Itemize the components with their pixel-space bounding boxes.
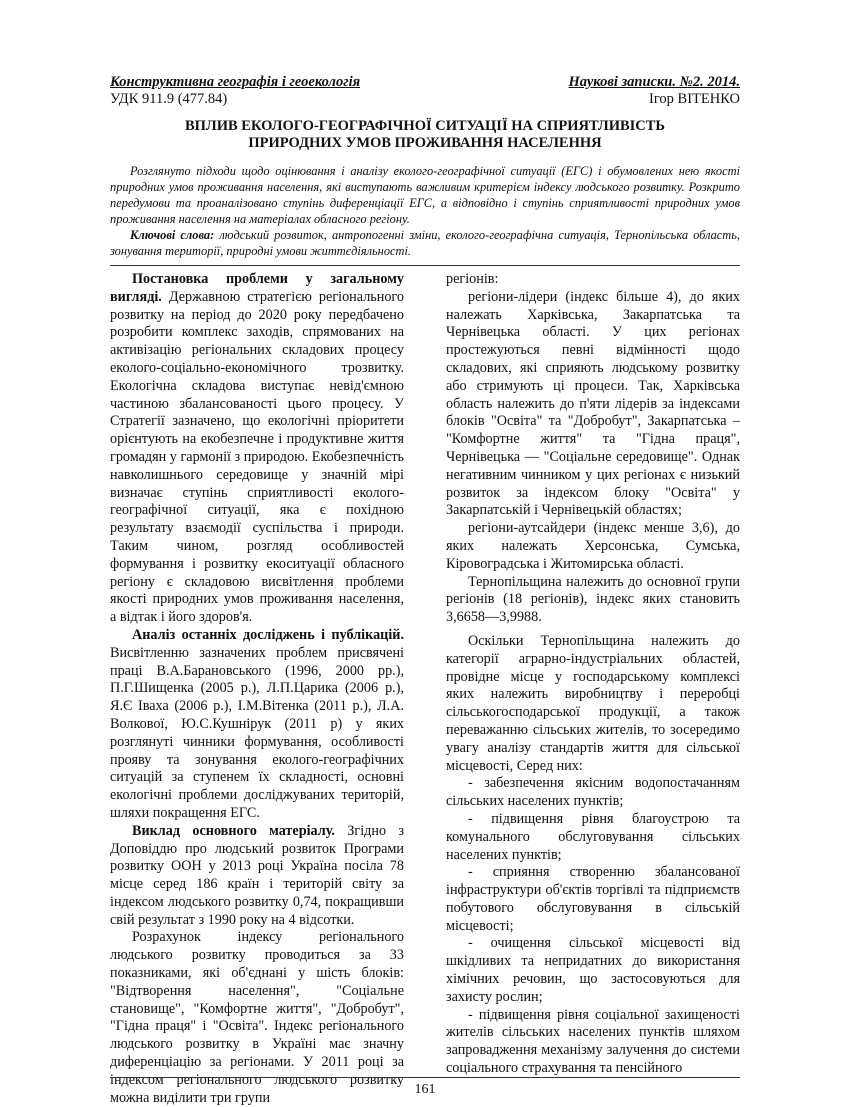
paragraph-main: [110, 823, 404, 930]
text-problem: Державною стратегією регіонального розвитку на період до 2020 року передбачено розробити комплекс заходів, спрямованих на активізацію регіональних складових процесу еколого-соціально-економічного трозвитку. Екологічна складова виступає невід'ємною частиною збалансованості цього процесу. У Стратегії зазначено, що екологічні пріоритети орієнтують на екобезпечне і продуктивне життя громадян у гармонії з природою. Екобезпечність навколишнього середовище у значній мірі визначає ступінь сприятливості еколого-географічної ситуації, яка є похідною результату взаємодії суспільства і природи. Таким чином, розгляд особливостей формування і розвитку екоситуації обласного регіону є складовою висвітлення проблеми якості природних умов проживання населення, а відтак і його здоров'я.: [110, 288, 404, 626]
keywords-text: людський розвиток, антропогенні зміни, еколого-географічна ситуація, Тернопільська область, зонування території, природні умови життєдіяльності.: [110, 228, 740, 258]
title-line-2: ПРИРОДНИХ УМОВ ПРОЖИВАННЯ НАСЕЛЕННЯ: [248, 135, 602, 151]
two-column-body: [110, 271, 740, 1107]
udk-author-line: [110, 91, 740, 108]
heading-main: Виклад основного матеріалу.: [132, 822, 335, 839]
keywords-label: Ключові слова:: [130, 228, 215, 242]
paragraph-leaders: регіони-лідери (індекс більше 4), до яких належать Харківська, Закарпатська та Чернівецька області. У цих регіонах простежуються певні відмінності щодо складових, які сприяють людському розвитку або стримують ці процеси. Так, Харківська область належить до п'яти лідерів за індексами блоків "Освіта" та "Добробут", Закарпатська – "Комфортне життя" та "Гідна праця", Чернівецька — "Соціальне середовище". Однак негативним чинником у цих регіонах є низький розвиток за індексом блоку "Освіта" у Закарпатській і Чернівецькій областях;: [446, 288, 740, 519]
article-title: [110, 118, 740, 152]
udk-code: УДК 911.9 (477.84): [110, 91, 228, 107]
running-header: [110, 74, 740, 91]
list-item-social: - підвищення рівня соціальної захищеності жителів сільських населених пунктів шляхом запровадження механізму залучення до системи соціального страхування та пенсійного: [446, 1006, 740, 1077]
paragraph-regions: регіонів:: [446, 271, 499, 287]
paper-page: [110, 74, 740, 1107]
paragraph-rural: Оскільки Тернопільщина належить до категорії аграрно-індустріальних областей, провідне місце у господарському комплексі яких належить виробництву і переробці сільськогосподарської продукції, а також переважанню сільських жителів, то зосередимо увагу аналізу стандартів життя для сільської місцевості, Серед них:: [446, 632, 740, 774]
left-column: [110, 271, 404, 1107]
keywords: [110, 227, 740, 259]
text-analysis: Висвітленню зазначених проблем присвячені праці В.А.Барановського (1996, 2000 рр.), П.Г.Шищенка (2005 р.), Л.П.Царика (2006 р.), Я.Є Іваха (2006 р.), І.М.Вітенка (2011 р.), Л.А. Волкової, Ю.С.Кушнірук (2011 р) у яких розглянуті чинники формування, особливості прояву та зонування еколого-географічних ситуацій за ступенем їх складності, основні екологічні проблеми досліджуваних територій, шляхи покращення ЕГС.: [110, 644, 404, 821]
abstract-divider: [110, 265, 740, 266]
list-item-chemicals: - очищення сільської місцевості від шкідливих та непридатних до використання хімічних речовин, що застосовуються для захисту рослин;: [446, 935, 740, 1005]
paragraph-outsiders: регіони-аутсайдери (індекс менше 3,6), до яких належать Херсонська, Сумська, Кіровоградська і Житомирська області.: [446, 520, 740, 572]
paragraph-ternopil: Тернопільщина належить до основної групи регіонів (18 регіонів), індекс яких становить 3,6658—3,9988.: [446, 573, 740, 626]
paragraph-analysis: [110, 627, 404, 823]
journal-issue: Наукові записки. №2. 2014.: [568, 74, 740, 90]
abstract: Розглянуто підходи щодо оцінювання і аналізу еколого-географічної ситуації (ЕГС) і обумовлених нею якості природних умов проживання населення, які виступають важливим критерієм індексу людського розвитку. Розкрито передумови та проаналізовано ступінь диференціації ЕГС, а відповідно і ступінь сприятливості природних умов проживання населення на матеріалах обласного регіону.: [110, 164, 740, 226]
right-column: [446, 271, 740, 1107]
paragraph-problem: [110, 271, 404, 627]
heading-problem: Постановка проблеми у загальному вигляді.: [110, 271, 404, 305]
author-name: Ігор ВІТЕНКО: [648, 91, 740, 107]
footer-divider: [110, 1077, 740, 1078]
journal-section: Конструктивна географія і геоекологія: [110, 74, 361, 90]
list-item-infrastructure: - сприяння створенню збалансованої інфраструктури об'єктів торгівлі та підприємств побутового обслуговування в сільській місцевості;: [446, 864, 740, 934]
text-main: Згідно з Доповіддю про людський розвиток Програми розвитку ООН у 2013 році Україна посіла 78 місце серед 186 країн і територій світу за індексом людського розвитку 0,74, покращивши свій результат з 1990 року на 4 відсотки.: [110, 822, 404, 928]
page-number: 161: [414, 1082, 436, 1097]
list-item-utilities: - підвищення рівня благоустрою та комунального обслуговування сільських населених пунктів;: [446, 810, 740, 863]
title-line-1: ВПЛИВ ЕКОЛОГО-ГЕОГРАФІЧНОЇ СИТУАЦІЇ НА СПРИЯТЛИВІСТЬ: [184, 118, 666, 134]
paragraph-index: Розрахунок індексу регіонального людського розвитку проводиться за 33 показниками, які об'єднані у шість блоків: "Відтворення населення", "Соціальне становище", "Комфортне життя", "Добробут", "Гідна праця" і "Освіта". Індекс регіонального людського розвитку в Україні має значну диференціацію за регіонами. У 2011 році за індексом регіонального людського розвитку можна виділити три групи: [110, 929, 404, 1106]
heading-analysis: Аналіз останніх досліджень і публікацій.: [132, 626, 404, 643]
list-item-water: - забезпечення якісним водопостачанням сільських населених пунктів;: [446, 775, 740, 810]
